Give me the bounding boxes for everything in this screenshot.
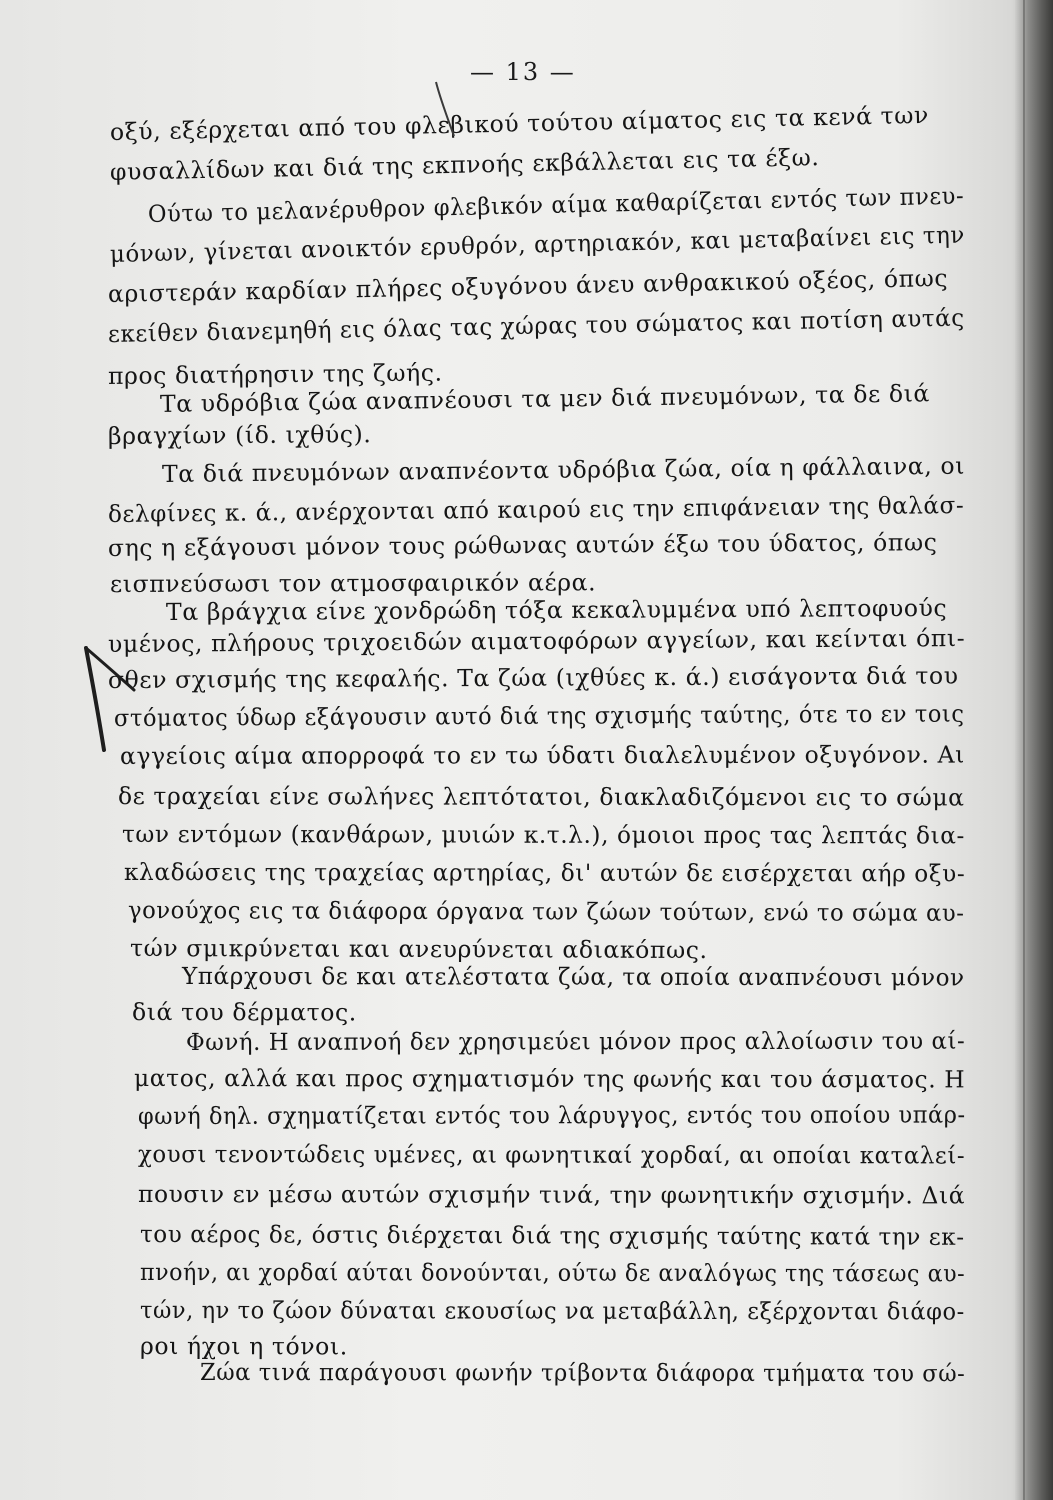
- text-line: προς διατήρησιν της ζωής.: [107, 358, 443, 390]
- text-line: εισπνεύσωσι τον ατμοσφαιρικόν αέρα.: [109, 568, 597, 598]
- text-line: ροι ήχοι η τόνοι.: [139, 1332, 348, 1361]
- text-line: Φωνή. Η αναπνοή δεν χρησιμεύει μόνον προς αλλοίωσιν του αί-: [185, 1026, 966, 1056]
- text-line: αγγείοις αίμα απορροφά το εν τω ύδατι διαλελυμένον οξυγόνον. Αι: [119, 740, 965, 770]
- text-line: πνοήν, αι χορδαί αύται δονούνται, ούτω δε αναλόγως της τάσεως αυ-: [139, 1258, 966, 1288]
- text-line: Τα βράγχια είνε χονδρώδη τόξα κεκαλυμμένα υπό λεπτοφυούς: [165, 593, 948, 626]
- text-line: δε τραχείαι είνε σωλήνες λεπτότατοι, διακλαδιζόμενοι εις το σώμα: [117, 782, 965, 812]
- page-number: — 13 —: [470, 58, 576, 86]
- text-line: υμένος, πλήρους τριχοειδών αιματοφόρων αγγείων, και κείνται όπι-: [107, 624, 966, 658]
- text-line: βραγχίων (ίδ. ιχθύς).: [107, 420, 372, 450]
- text-line: φωνή δηλ. σχηματίζεται εντός του λάρυγγος, εντός του οποίου υπάρ-: [137, 1100, 966, 1130]
- text-line: στόματος ύδωρ εξάγουσιν αυτό διά της σχισμής ταύτης, ότε το εν τοις: [113, 699, 965, 732]
- text-line: του αέρος δε, όστις διέρχεται διά της σχισμής ταύτης κατά την εκ-: [139, 1220, 965, 1251]
- text-line: τών, ην το ζώον δύναται εκουσίως να μεταβάλλη, εξέρχονται διάφο-: [139, 1296, 965, 1326]
- text-line: διά του δέρματος.: [131, 998, 357, 1027]
- text-line: ματος, αλλά και προς σχηματισμόν της φωνής και του άσματος. Η: [133, 1064, 966, 1094]
- text-line: σθεν σχισμής της κεφαλής. Τα ζώα (ιχθύες κ. ά.) εισάγοντα διά του: [107, 661, 959, 694]
- text-line: μόνων, γίνεται ανοικτόν ερυθρόν, αρτηριακόν, και μεταβαίνει εις την: [109, 220, 966, 268]
- text-line: κλαδώσεις της τραχείας αρτηρίας, δι' αυτών δε εισέρχεται αήρ οξυ-: [123, 858, 966, 888]
- text-line: Ούτω το μελανέρυθρον φλεβικόν αίμα καθαρίζεται εντός των πνευ-: [147, 181, 965, 228]
- fold-crease-mark: [432, 80, 462, 140]
- text-line: Υπάρχουσι δε και ατελέστατα ζώα, τα οποία αναπνέουσι μόνον: [181, 962, 965, 992]
- text-line: χουσι τενοντώδεις υμένες, αι φωνητικαί χορδαί, αι οποίαι καταλεί-: [137, 1140, 966, 1170]
- text-line: δελφίνες κ. ά., ανέρχονται από καιρού εις την επιφάνειαν της θαλάσ-: [107, 491, 965, 528]
- text-line: Τα υδρόβια ζώα αναπνέουσι τα μεν διά πνευμόνων, τα δε διά: [159, 379, 931, 418]
- text-line: Τα διά πνευμόνων αναπνέοντα υδρόβια ζώα, οία η φάλλαινα, οι: [161, 451, 966, 488]
- book-spine: [1015, 0, 1053, 1500]
- text-line: φυσαλλίδων και διά της εκπνοής εκβάλλεται εις τα έξω.: [109, 143, 820, 186]
- text-line: Ζώα τινά παράγουσι φωνήν τρίβοντα διάφορα τμήματα του σώ-: [199, 1358, 966, 1388]
- text-line: εκείθεν διανεμηθή εις όλας τας χώρας του σώματος και ποτίση αυτάς: [107, 303, 965, 348]
- pencil-margin-mark: [78, 640, 148, 760]
- text-line: αριστεράν καρδίαν πλήρες οξυγόνου άνευ ανθρακικού οξέος, όπως: [107, 263, 949, 308]
- text-line: οξύ, εξέρχεται από του φλεβικού τούτου αίματος εις τα κενά των: [109, 100, 930, 146]
- text-line: γονούχος εις τα διάφορα όργανα των ζώων τούτων, ενώ το σώμα αυ-: [127, 896, 965, 927]
- text-line: των εντόμων (κανθάρων, μυιών κ.τ.λ.), όμοιοι προς τας λεπτάς δια-: [121, 820, 966, 850]
- text-line: πουσιν εν μέσω αυτών σχισμήν τινά, την φωνητικήν σχισμήν. Διά: [137, 1180, 966, 1210]
- text-line: σης η εξάγουσι μόνον τους ρώθωνας αυτών έξω του ύδατος, όπως: [107, 528, 938, 562]
- text-line: τών σμικρύνεται και ανευρύνεται αδιακόπως.: [129, 934, 708, 965]
